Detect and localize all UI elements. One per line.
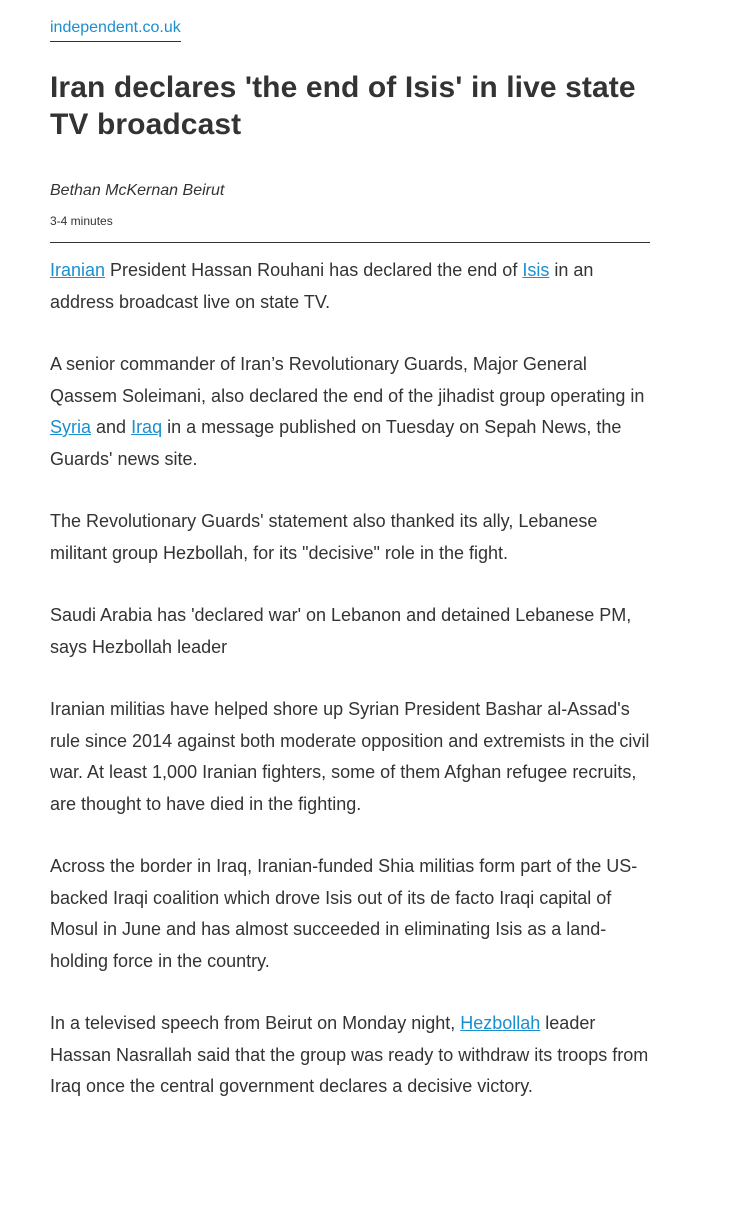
paragraph-2-text-b: and bbox=[91, 417, 132, 437]
paragraph-7 bbox=[50, 1008, 650, 1103]
article-body bbox=[50, 255, 650, 1103]
paragraph-3: The Revolutionary Guards' statement also thanked its ally, Lebanese militant group Hezbollah, for its "decisive" role in the fight. bbox=[50, 511, 598, 563]
paragraph-1-text-b: in an address broadcast live on state TV. bbox=[50, 260, 594, 312]
paragraph-6: Across the border in Iraq, Iranian-funded Shia militias form part of the US-backed Iraqi coalition which drove Isis out of its de facto Iraqi capital of Mosul in June and has almost succeeded in eliminating Isis as a land-holding force in the country. bbox=[50, 856, 638, 971]
source-domain-link[interactable]: independent.co.uk bbox=[50, 18, 181, 42]
read-time: 3-4 minutes bbox=[50, 214, 113, 228]
link-syria[interactable]: Syria bbox=[50, 417, 92, 437]
paragraph-1-text-a: President Hassan Rouhani has declared the end of bbox=[105, 260, 523, 280]
article-title: Iran declares 'the end of Isis' in live state TV broadcast bbox=[50, 71, 636, 141]
header-divider bbox=[50, 242, 650, 243]
paragraph-5: Iranian militias have helped shore up Syrian President Bashar al-Assad's rule since 2014 against both moderate opposition and extremists in the civil war. At least 1,000 Iranian fighters, some of them Afghan refugee recruits, are thought to have died in the fighting. bbox=[50, 699, 650, 814]
paragraph-2 bbox=[50, 349, 650, 475]
paragraph-2-text-c: in a message published on Tuesday on Sepah News, the Guards' news site. bbox=[50, 417, 622, 469]
article-byline: Bethan McKernan Beirut bbox=[50, 182, 225, 199]
reader-view bbox=[50, 0, 650, 1134]
link-iraq[interactable]: Iraq bbox=[131, 417, 163, 437]
paragraph-7-text-b: leader Hassan Nasrallah said that the group was ready to withdraw its troops from Iraq once the central government declares a decisive victory. bbox=[50, 1013, 649, 1096]
link-iranian[interactable]: Iranian bbox=[50, 260, 106, 280]
paragraph-7-text-a: In a televised speech from Beirut on Monday night, bbox=[50, 1013, 461, 1033]
link-hezbollah[interactable]: Hezbollah bbox=[460, 1013, 541, 1033]
paragraph-2-text-a: A senior commander of Iran’s Revolutionary Guards, Major General Qassem Soleimani, also declared the end of the jihadist group operating in bbox=[50, 354, 645, 406]
link-isis[interactable]: Isis bbox=[522, 260, 550, 280]
paragraph-1 bbox=[50, 255, 650, 318]
paragraph-4: Saudi Arabia has 'declared war' on Lebanon and detained Lebanese PM, says Hezbollah leader bbox=[50, 605, 632, 657]
